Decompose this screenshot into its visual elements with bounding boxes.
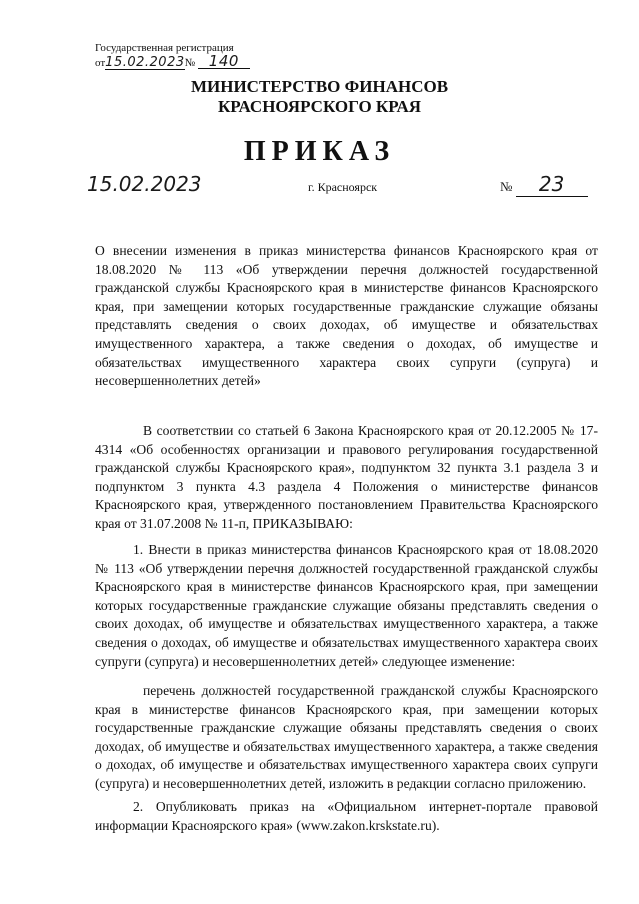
order-city: г. Красноярск (308, 180, 378, 194)
order-title: О внесении изменения в приказ министерства финансов Красноярского края от 18.08.2020 № 113 «Об утверждении перечня должностей государственной гражданской службы Красноярского края в министерстве финансов Красноярского края, при замещении которых государственные гражданские служащие обязаны представлять сведения о своих доходах, об имуществе и обязательствах имущественного характера, а также сведения о доходах, об имуществе и обязательствах имущественного характера своих супруги (супруга) и несовершеннолетних детей» (95, 243, 598, 389)
document-type-title: ПРИКАЗ (243, 136, 396, 167)
order-date: 15.02.2023 (87, 172, 202, 196)
ministry-line-1: МИНИСТЕРСТВО ФИНАНСОВ (190, 77, 449, 96)
ministry-line-2: КРАСНОЯРСКОГО КРАЯ (217, 97, 422, 116)
order-item-1: 1. Внести в приказ министерства финансов Красноярского края от 18.08.2020 № 113 «Об утверждении перечня должностей государственной гражданской службы Красноярского края в министерстве финансов Красноярского края, при замещении которых государственные гражданские служащие обязаны представлять сведения о своих доходах, об имуществе и обязательствах имущественного характера, а также сведения о доходах, об имуществе и обязательствах имущественного характера своих супруги (супруга) и несовершеннолетних детей» следующее изменение: (95, 542, 598, 669)
registration-label: Государственная регистрация (95, 42, 234, 54)
registration-no-label: № (184, 57, 196, 69)
order-preamble: В соответствии со статьей 6 Закона Красноярского края от 20.12.2005 № 17-4314 «Об особенностях организации и правового регулирования государственной гражданской службы Красноярского края», подпунктом 32 пункта 3.1 раздела 3 и подпунктом 3 пункта 4.3 раздела 4 Положения о министерстве финансов Красноярского края, утвержденного постановлением Правительства Красноярского края от 31.07.2008 № 11-п, ПРИКАЗЫВАЮ: (95, 423, 598, 531)
registration-number: 140 (198, 55, 250, 69)
registration-stamp (95, 42, 250, 70)
order-item-2: 2. Опубликовать приказ на «Официальном интернет-портале правовой информации Красноярского края» (www.zakon.krskstate.ru). (95, 799, 598, 833)
registration-from: от (95, 57, 106, 69)
order-no-label: № (500, 179, 513, 194)
order-number: 23 (516, 172, 588, 197)
registration-date: 15.02.2023 (105, 55, 185, 70)
order-number-block (500, 172, 588, 197)
registration-line (95, 52, 250, 70)
ministry-heading (0, 77, 639, 117)
order-item-1-detail: перечень должностей государственной гражданской службы Красноярского края в министерстве финансов Красноярского края, при замещении которых государственные гражданские служащие обязаны представлять сведения о своих доходах, об имуществе и обязательствах имущественного характера, а также сведения о доходах, об имуществе и обязательствах имущественного характера своих супруги (супруга) и несовершеннолетних детей, изложить в редакции согласно приложению. (95, 683, 598, 791)
